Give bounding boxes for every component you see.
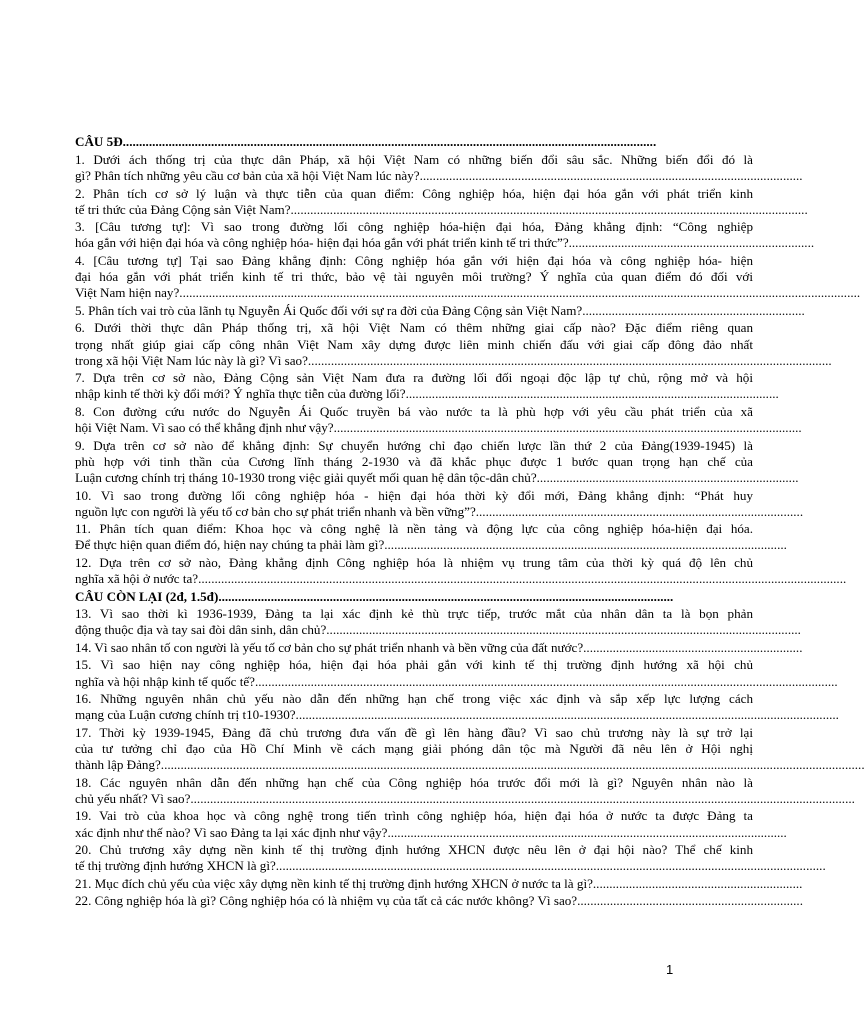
text-line: trọng nhất giúp giai cấp công nhân Việt Nam xây dựng được liên minh chiến đấu với giai cấp đông đảo nhất bbox=[75, 336, 753, 352]
question-item bbox=[75, 302, 805, 319]
text-line: trong xã hội Việt Nam lúc này là gì? Vì sao?................................................................................................................................................................ bbox=[75, 352, 832, 368]
text-line: 16. Những nguyên nhân chủ yếu nào dẫn đến những hạn chế trong việc xác định và sắp xếp lực lượng cách bbox=[75, 691, 753, 707]
text-line: 7. Dựa trên cơ sở nào, Đảng Cộng sản Việt Nam đưa ra đường lối đối ngoại độc lập tự chủ, rộng mở và hội bbox=[75, 370, 753, 386]
text-line: 14. Vì sao nhân tố con người là yếu tố cơ bản cho sự phát triển nhanh và bền vững của đất nước?................................................................... bbox=[75, 639, 803, 655]
text-line: CÂU 5Đ................................................................................................................................................................... bbox=[75, 134, 657, 150]
text-line: gì? Phân tích những yêu cầu cơ bản của xã hội Việt Nam lúc này?..................................................................................................................... bbox=[75, 168, 803, 183]
text-line: 12. Dựa trên cơ sở nào, Đảng khẳng định Công nghiệp hóa là nhiệm vụ trung tâm của thời kỳ quá độ lên chủ bbox=[75, 554, 753, 570]
text-line: xác định như thế nào? Vì sao Đảng ta lại xác định như vậy?.......................................................................................................................... bbox=[75, 824, 787, 840]
text-line: 9. Dựa trên cơ sở nào để khẳng định: Sự chuyển hướng chỉ đạo chiến lược lần thứ 2 của Đảng(1939-1945) là bbox=[75, 437, 753, 453]
page-number: 1 bbox=[666, 962, 674, 977]
text-line: 8. Con đường cứu nước do Nguyễn Ái Quốc truyền bá vào nước ta là phù hợp với yêu cầu phát triển của xã bbox=[75, 403, 753, 419]
text-line: phù hợp với tinh thần của Cương lĩnh tháng 2-1930 và đã khắc phục được 1 bước quan trọng hạn chế của bbox=[75, 453, 753, 469]
text-line: hội Việt Nam. Vì sao có thể khẳng định như vậy?............................................................................................................................................... bbox=[75, 420, 802, 436]
question-item bbox=[75, 151, 803, 184]
question-item bbox=[75, 875, 803, 892]
section-heading bbox=[75, 589, 753, 605]
question-item bbox=[75, 437, 799, 487]
question-item bbox=[75, 774, 855, 807]
question-item bbox=[75, 691, 839, 723]
question-item bbox=[75, 657, 838, 689]
text-line: 3. [Câu tương tự]: Vì sao trong đường lối công nghiệp hóa-hiện đại hóa, Đảng khẳng định: “Công nghiệp bbox=[75, 219, 753, 235]
text-line: 19. Vai trò của khoa học và công nghệ trong tiến trình công nghiệp hóa, hiện đại hóa ở nước ta được Đảng ta bbox=[75, 808, 753, 824]
text-line: Việt Nam hiện nay?................................................................................................................................................................................................................ bbox=[75, 285, 861, 301]
question-item bbox=[75, 842, 826, 874]
text-line: nhập kinh tế thời kỳ đổi mới? Ý nghĩa thực tiễn của đường lối?.................................................................................................................. bbox=[75, 386, 779, 402]
text-line: 18. Các nguyên nhân dẫn đến những hạn chế của Công nghiệp hóa trước đổi mới là gì? Nguyên nhân nào là bbox=[75, 774, 753, 790]
text-line: động thuộc địa và tay sai đòi dân sinh, dân chủ?................................................................................................................................................. bbox=[75, 622, 801, 638]
question-item bbox=[75, 370, 779, 402]
text-line: 22. Công nghiệp hóa là gì? Công nghiệp hóa có là nhiệm vụ của tất cả các nước không? Vì sao?..................................................................... bbox=[75, 893, 803, 909]
text-line: 11. Phân tích quan điểm: Khoa học và công nghệ là nền tảng và động lực của công nghiệp hóa-hiện đại hóa. bbox=[75, 521, 753, 537]
question-item bbox=[75, 252, 861, 302]
text-line: chủ yếu nhất? Vì sao?........................................................................................................................................................................................................... bbox=[75, 790, 855, 806]
text-line: hóa gắn với hiện đại hóa và công nghiệp hóa- hiện đại hóa gắn với phát triển kinh tế tri thức”?........................................................................... bbox=[75, 235, 815, 251]
text-line: 2. Phân tích cơ sở lý luận và thực tiễn của quan điểm: Công nghiệp hóa, hiện đại hóa gắn với phát triển kinh bbox=[75, 185, 753, 201]
section-heading bbox=[75, 134, 753, 150]
text-line: của tư tưởng chỉ đạo của Hồ Chí Minh về cách mạng giải phóng dân tộc mà Người đã nêu lên ở Hội nghị bbox=[75, 740, 753, 756]
document-body bbox=[75, 133, 865, 909]
question-item bbox=[75, 606, 801, 638]
text-line: 6. Dưới thời thực dân Pháp thống trị, xã hội Việt Nam có thêm những giai cấp nào? Đặc điểm riêng quan bbox=[75, 320, 753, 336]
text-line: 20. Chủ trương xây dựng nền kinh tế thị trường định hướng XHCN được nêu lên ở đại hội nào? Thể chế kinh bbox=[75, 842, 753, 858]
question-item bbox=[75, 808, 787, 840]
question-item bbox=[75, 403, 802, 436]
text-line: 1. Dưới ách thống trị của thực dân Pháp, xã hội Việt Nam có những biến đổi sâu sắc. Những biến đổi đó là bbox=[75, 151, 753, 167]
text-line: 4. [Câu tương tự] Tại sao Đảng khẳng định: Công nghiệp hóa gắn với hiện đại hóa và công nghiệp hóa- hiện bbox=[75, 252, 753, 268]
question-item bbox=[75, 185, 808, 218]
question-item bbox=[75, 554, 847, 587]
text-line: Để thực hiện quan điểm đó, hiện nay chúng ta phải làm gì?........................................................................................................................... bbox=[75, 537, 787, 553]
question-item bbox=[75, 893, 803, 909]
text-line: tế thị trường định hướng XHCN là gì?........................................................................................................................................................................ bbox=[75, 858, 826, 874]
question-item bbox=[75, 487, 804, 520]
text-line: 17. Thời kỳ 1939-1945, Đảng đã chủ trương đưa vấn đề gì lên hàng đầu? Vì sao chủ trương này là sự trở lại bbox=[75, 724, 753, 740]
text-line: thành lập Đảng?....................................................................................................................................................................................................................... bbox=[75, 757, 865, 773]
question-item bbox=[75, 219, 815, 251]
text-line: Luận cương chính trị tháng 10-1930 trong việc giải quyết mối quan hệ dân tộc-dân chủ?................................................................................ bbox=[75, 470, 799, 486]
text-line: nguồn lực con người là yếu tố cơ bản cho sự phát triển nhanh và bền vững”?.................................................................................................... bbox=[75, 503, 804, 519]
question-item bbox=[75, 639, 803, 656]
text-line: 15. Vì sao hiện nay công nghiệp hóa, hiện đại hóa phải gắn với kinh tế thị trường định hướng xã hội chủ bbox=[75, 657, 753, 673]
text-line: mạng của Luận cương chính trị t10-1930?...................................................................................................................................................................... bbox=[75, 707, 839, 723]
question-item bbox=[75, 320, 832, 369]
text-line: 5. Phân tích vai trò của lãnh tụ Nguyễn Ái Quốc đối với sự ra đời của Đảng Cộng sản Việt Nam?.................................................................... bbox=[75, 302, 805, 318]
question-item bbox=[75, 724, 865, 774]
question-item bbox=[75, 521, 787, 553]
text-line: 21. Mục đích chủ yếu của việc xây dựng nền kinh tế thị trường định hướng XHCN ở nước ta là gì?................................................................ bbox=[75, 875, 803, 891]
text-line: CÂU CÒN LẠI (2đ, 1.5đ)........................................................................................................................................... bbox=[75, 588, 674, 604]
text-line: nghĩa xã hội ở nước ta?...................................................................................................................................................................................................... bbox=[75, 571, 847, 587]
text-line: nghĩa và hội nhập kinh tế quốc tế?.................................................................................................................................................................................. bbox=[75, 673, 838, 689]
text-line: 10. Vì sao trong đường lối công nghiệp hóa - hiện đại hóa thời kỳ đổi mới, Đảng khẳng định: “Phát huy bbox=[75, 487, 753, 503]
text-line: đại hóa gắn với phát triển kinh tế tri thức, bảo vệ tài nguyên môi trường? Ý nghĩa của quan điểm đó đối với bbox=[75, 269, 753, 285]
text-line: 13. Vì sao thời kì 1936-1939, Đảng ta lại xác định kẻ thù trực tiếp, trước mắt của nhân dân ta là bọn phản bbox=[75, 606, 753, 622]
text-line: tế tri thức của Đảng Cộng sản Việt Nam?.............................................................................................................................................................. bbox=[75, 201, 808, 217]
